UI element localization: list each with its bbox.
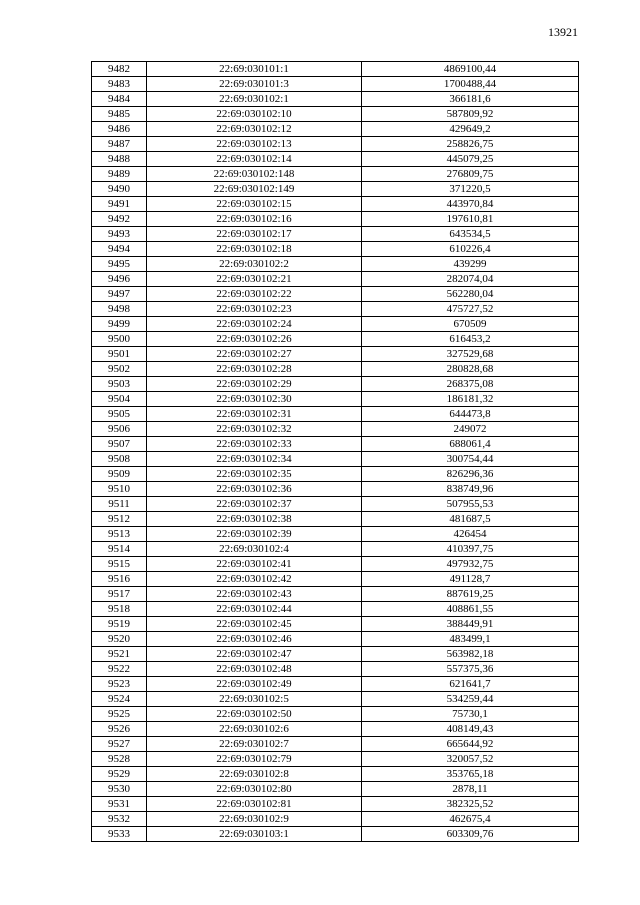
table-row (92, 482, 579, 497)
row-number-cell: 9483 (92, 77, 147, 92)
table-row (92, 797, 579, 812)
table-row (92, 632, 579, 647)
cadastral-value-cell: 388449,91 (362, 617, 579, 632)
table-row (92, 257, 579, 272)
page-number: 13921 (548, 25, 578, 39)
cadastral-value-cell: 1700488,44 (362, 77, 579, 92)
row-number-cell: 9490 (92, 182, 147, 197)
cadastral-value-cell: 644473,8 (362, 407, 579, 422)
table-row (92, 557, 579, 572)
cadastral-value-cell: 268375,08 (362, 377, 579, 392)
cadastral-number-cell: 22:69:030102:1 (147, 92, 362, 107)
row-number-cell: 9527 (92, 737, 147, 752)
cadastral-value-cell: 688061,4 (362, 437, 579, 452)
cadastral-number-cell: 22:69:030102:31 (147, 407, 362, 422)
row-number-cell: 9518 (92, 602, 147, 617)
cadastral-value-cell: 587809,92 (362, 107, 579, 122)
cadastral-number-cell: 22:69:030102:47 (147, 647, 362, 662)
row-number-cell: 9494 (92, 242, 147, 257)
cadastral-value-cell: 429649,2 (362, 122, 579, 137)
row-number-cell: 9482 (92, 62, 147, 77)
cadastral-value-cell: 408149,43 (362, 722, 579, 737)
row-number-cell: 9502 (92, 362, 147, 377)
cadastral-number-cell: 22:69:030102:21 (147, 272, 362, 287)
cadastral-number-cell: 22:69:030102:17 (147, 227, 362, 242)
cadastral-value-cell: 481687,5 (362, 512, 579, 527)
table-row (92, 332, 579, 347)
cadastral-value-cell: 276809,75 (362, 167, 579, 182)
table-row (92, 542, 579, 557)
cadastral-number-cell: 22:69:030102:8 (147, 767, 362, 782)
row-number-cell: 9504 (92, 392, 147, 407)
table-row (92, 527, 579, 542)
row-number-cell: 9492 (92, 212, 147, 227)
row-number-cell: 9505 (92, 407, 147, 422)
cadastral-number-cell: 22:69:030102:26 (147, 332, 362, 347)
row-number-cell: 9500 (92, 332, 147, 347)
cadastral-number-cell: 22:69:030102:13 (147, 137, 362, 152)
cadastral-number-cell: 22:69:030102:34 (147, 452, 362, 467)
table-row (92, 617, 579, 632)
cadastral-value-cell: 75730,1 (362, 707, 579, 722)
table-body (92, 62, 579, 842)
cadastral-value-cell: 382325,52 (362, 797, 579, 812)
cadastral-value-cell: 507955,53 (362, 497, 579, 512)
table-row (92, 722, 579, 737)
table-row (92, 692, 579, 707)
cadastral-number-cell: 22:69:030102:30 (147, 392, 362, 407)
cadastral-value-cell: 327529,68 (362, 347, 579, 362)
table-row (92, 812, 579, 827)
table-row (92, 587, 579, 602)
table-row (92, 392, 579, 407)
row-number-cell: 9485 (92, 107, 147, 122)
table-row (92, 767, 579, 782)
cadastral-number-cell: 22:69:030102:33 (147, 437, 362, 452)
table-row (92, 452, 579, 467)
row-number-cell: 9517 (92, 587, 147, 602)
cadastral-value-table (91, 61, 579, 842)
row-number-cell: 9493 (92, 227, 147, 242)
cadastral-value-cell: 534259,44 (362, 692, 579, 707)
row-number-cell: 9513 (92, 527, 147, 542)
table-row (92, 737, 579, 752)
table-row (92, 512, 579, 527)
row-number-cell: 9515 (92, 557, 147, 572)
table-row (92, 167, 579, 182)
cadastral-number-cell: 22:69:030102:48 (147, 662, 362, 677)
cadastral-value-cell: 670509 (362, 317, 579, 332)
row-number-cell: 9501 (92, 347, 147, 362)
table-row (92, 377, 579, 392)
row-number-cell: 9509 (92, 467, 147, 482)
row-number-cell: 9491 (92, 197, 147, 212)
cadastral-number-cell: 22:69:030102:24 (147, 317, 362, 332)
table-row (92, 347, 579, 362)
row-number-cell: 9498 (92, 302, 147, 317)
table-row (92, 752, 579, 767)
cadastral-number-cell: 22:69:030102:43 (147, 587, 362, 602)
cadastral-value-cell: 197610,81 (362, 212, 579, 227)
cadastral-value-cell: 616453,2 (362, 332, 579, 347)
table-row (92, 107, 579, 122)
row-number-cell: 9484 (92, 92, 147, 107)
table-row (92, 77, 579, 92)
cadastral-number-cell: 22:69:030102:46 (147, 632, 362, 647)
table-row (92, 647, 579, 662)
cadastral-value-cell: 491128,7 (362, 572, 579, 587)
row-number-cell: 9526 (92, 722, 147, 737)
cadastral-value-cell: 445079,25 (362, 152, 579, 167)
cadastral-value-cell: 2878,11 (362, 782, 579, 797)
cadastral-value-cell: 426454 (362, 527, 579, 542)
cadastral-number-cell: 22:69:030102:42 (147, 572, 362, 587)
row-number-cell: 9503 (92, 377, 147, 392)
table-row (92, 137, 579, 152)
cadastral-value-cell: 562280,04 (362, 287, 579, 302)
cadastral-number-cell: 22:69:030102:45 (147, 617, 362, 632)
table-row (92, 212, 579, 227)
cadastral-number-cell: 22:69:030102:7 (147, 737, 362, 752)
row-number-cell: 9510 (92, 482, 147, 497)
cadastral-value-cell: 186181,32 (362, 392, 579, 407)
cadastral-number-cell: 22:69:030102:27 (147, 347, 362, 362)
cadastral-value-cell: 280828,68 (362, 362, 579, 377)
table-row (92, 602, 579, 617)
row-number-cell: 9508 (92, 452, 147, 467)
cadastral-value-cell: 826296,36 (362, 467, 579, 482)
cadastral-value-cell: 838749,96 (362, 482, 579, 497)
row-number-cell: 9514 (92, 542, 147, 557)
row-number-cell: 9506 (92, 422, 147, 437)
table-row (92, 407, 579, 422)
table-row (92, 302, 579, 317)
cadastral-number-cell: 22:69:030102:41 (147, 557, 362, 572)
cadastral-value-cell: 621641,7 (362, 677, 579, 692)
row-number-cell: 9520 (92, 632, 147, 647)
table-row (92, 437, 579, 452)
table-row (92, 827, 579, 842)
cadastral-value-cell: 603309,76 (362, 827, 579, 842)
cadastral-value-cell: 282074,04 (362, 272, 579, 287)
cadastral-value-cell: 410397,75 (362, 542, 579, 557)
row-number-cell: 9523 (92, 677, 147, 692)
table-row (92, 92, 579, 107)
row-number-cell: 9512 (92, 512, 147, 527)
cadastral-number-cell: 22:69:030102:49 (147, 677, 362, 692)
cadastral-number-cell: 22:69:030102:28 (147, 362, 362, 377)
cadastral-value-cell: 439299 (362, 257, 579, 272)
row-number-cell: 9533 (92, 827, 147, 842)
cadastral-value-cell: 249072 (362, 422, 579, 437)
cadastral-number-cell: 22:69:030102:38 (147, 512, 362, 527)
table-row (92, 197, 579, 212)
cadastral-number-cell: 22:69:030102:16 (147, 212, 362, 227)
row-number-cell: 9522 (92, 662, 147, 677)
cadastral-value-cell: 353765,18 (362, 767, 579, 782)
table-row (92, 782, 579, 797)
row-number-cell: 9524 (92, 692, 147, 707)
cadastral-number-cell: 22:69:030102:23 (147, 302, 362, 317)
table-row (92, 152, 579, 167)
cadastral-value-cell: 408861,55 (362, 602, 579, 617)
cadastral-number-cell: 22:69:030102:9 (147, 812, 362, 827)
cadastral-number-cell: 22:69:030102:32 (147, 422, 362, 437)
cadastral-number-cell: 22:69:030102:80 (147, 782, 362, 797)
table-row (92, 362, 579, 377)
cadastral-value-cell: 475727,52 (362, 302, 579, 317)
table-row (92, 422, 579, 437)
cadastral-value-cell: 258826,75 (362, 137, 579, 152)
cadastral-number-cell: 22:69:030102:149 (147, 182, 362, 197)
cadastral-number-cell: 22:69:030102:4 (147, 542, 362, 557)
cadastral-number-cell: 22:69:030102:50 (147, 707, 362, 722)
table-row (92, 467, 579, 482)
cadastral-value-cell: 563982,18 (362, 647, 579, 662)
row-number-cell: 9488 (92, 152, 147, 167)
cadastral-number-cell: 22:69:030102:39 (147, 527, 362, 542)
table-row (92, 707, 579, 722)
cadastral-number-cell: 22:69:030103:1 (147, 827, 362, 842)
cadastral-value-cell: 665644,92 (362, 737, 579, 752)
table-row (92, 62, 579, 77)
table-row (92, 182, 579, 197)
cadastral-number-cell: 22:69:030102:2 (147, 257, 362, 272)
row-number-cell: 9507 (92, 437, 147, 452)
table-row (92, 227, 579, 242)
cadastral-value-cell: 366181,6 (362, 92, 579, 107)
row-number-cell: 9499 (92, 317, 147, 332)
table-row (92, 677, 579, 692)
table-row (92, 662, 579, 677)
cadastral-number-cell: 22:69:030102:81 (147, 797, 362, 812)
cadastral-value-cell: 462675,4 (362, 812, 579, 827)
row-number-cell: 9495 (92, 257, 147, 272)
table-row (92, 122, 579, 137)
row-number-cell: 9532 (92, 812, 147, 827)
cadastral-number-cell: 22:69:030102:37 (147, 497, 362, 512)
row-number-cell: 9511 (92, 497, 147, 512)
table-row (92, 287, 579, 302)
cadastral-number-cell: 22:69:030102:35 (147, 467, 362, 482)
cadastral-number-cell: 22:69:030102:14 (147, 152, 362, 167)
row-number-cell: 9528 (92, 752, 147, 767)
row-number-cell: 9521 (92, 647, 147, 662)
cadastral-number-cell: 22:69:030102:29 (147, 377, 362, 392)
table-row (92, 242, 579, 257)
cadastral-value-cell: 300754,44 (362, 452, 579, 467)
table-row (92, 317, 579, 332)
row-number-cell: 9486 (92, 122, 147, 137)
cadastral-number-cell: 22:69:030102:22 (147, 287, 362, 302)
row-number-cell: 9516 (92, 572, 147, 587)
row-number-cell: 9497 (92, 287, 147, 302)
cadastral-number-cell: 22:69:030101:3 (147, 77, 362, 92)
table-row (92, 272, 579, 287)
row-number-cell: 9496 (92, 272, 147, 287)
cadastral-number-cell: 22:69:030102:79 (147, 752, 362, 767)
table-row (92, 497, 579, 512)
cadastral-number-cell: 22:69:030102:44 (147, 602, 362, 617)
row-number-cell: 9531 (92, 797, 147, 812)
cadastral-number-cell: 22:69:030101:1 (147, 62, 362, 77)
cadastral-value-cell: 557375,36 (362, 662, 579, 677)
cadastral-number-cell: 22:69:030102:148 (147, 167, 362, 182)
cadastral-value-cell: 887619,25 (362, 587, 579, 602)
cadastral-number-cell: 22:69:030102:15 (147, 197, 362, 212)
cadastral-number-cell: 22:69:030102:12 (147, 122, 362, 137)
cadastral-value-cell: 371220,5 (362, 182, 579, 197)
table-row (92, 572, 579, 587)
cadastral-number-cell: 22:69:030102:36 (147, 482, 362, 497)
row-number-cell: 9530 (92, 782, 147, 797)
cadastral-value-cell: 483499,1 (362, 632, 579, 647)
cadastral-number-cell: 22:69:030102:18 (147, 242, 362, 257)
cadastral-value-cell: 610226,4 (362, 242, 579, 257)
cadastral-number-cell: 22:69:030102:5 (147, 692, 362, 707)
cadastral-value-cell: 443970,84 (362, 197, 579, 212)
cadastral-value-cell: 4869100,44 (362, 62, 579, 77)
row-number-cell: 9519 (92, 617, 147, 632)
row-number-cell: 9529 (92, 767, 147, 782)
row-number-cell: 9525 (92, 707, 147, 722)
cadastral-value-cell: 497932,75 (362, 557, 579, 572)
cadastral-value-cell: 320057,52 (362, 752, 579, 767)
cadastral-number-cell: 22:69:030102:6 (147, 722, 362, 737)
cadastral-value-cell: 643534,5 (362, 227, 579, 242)
row-number-cell: 9487 (92, 137, 147, 152)
cadastral-number-cell: 22:69:030102:10 (147, 107, 362, 122)
row-number-cell: 9489 (92, 167, 147, 182)
